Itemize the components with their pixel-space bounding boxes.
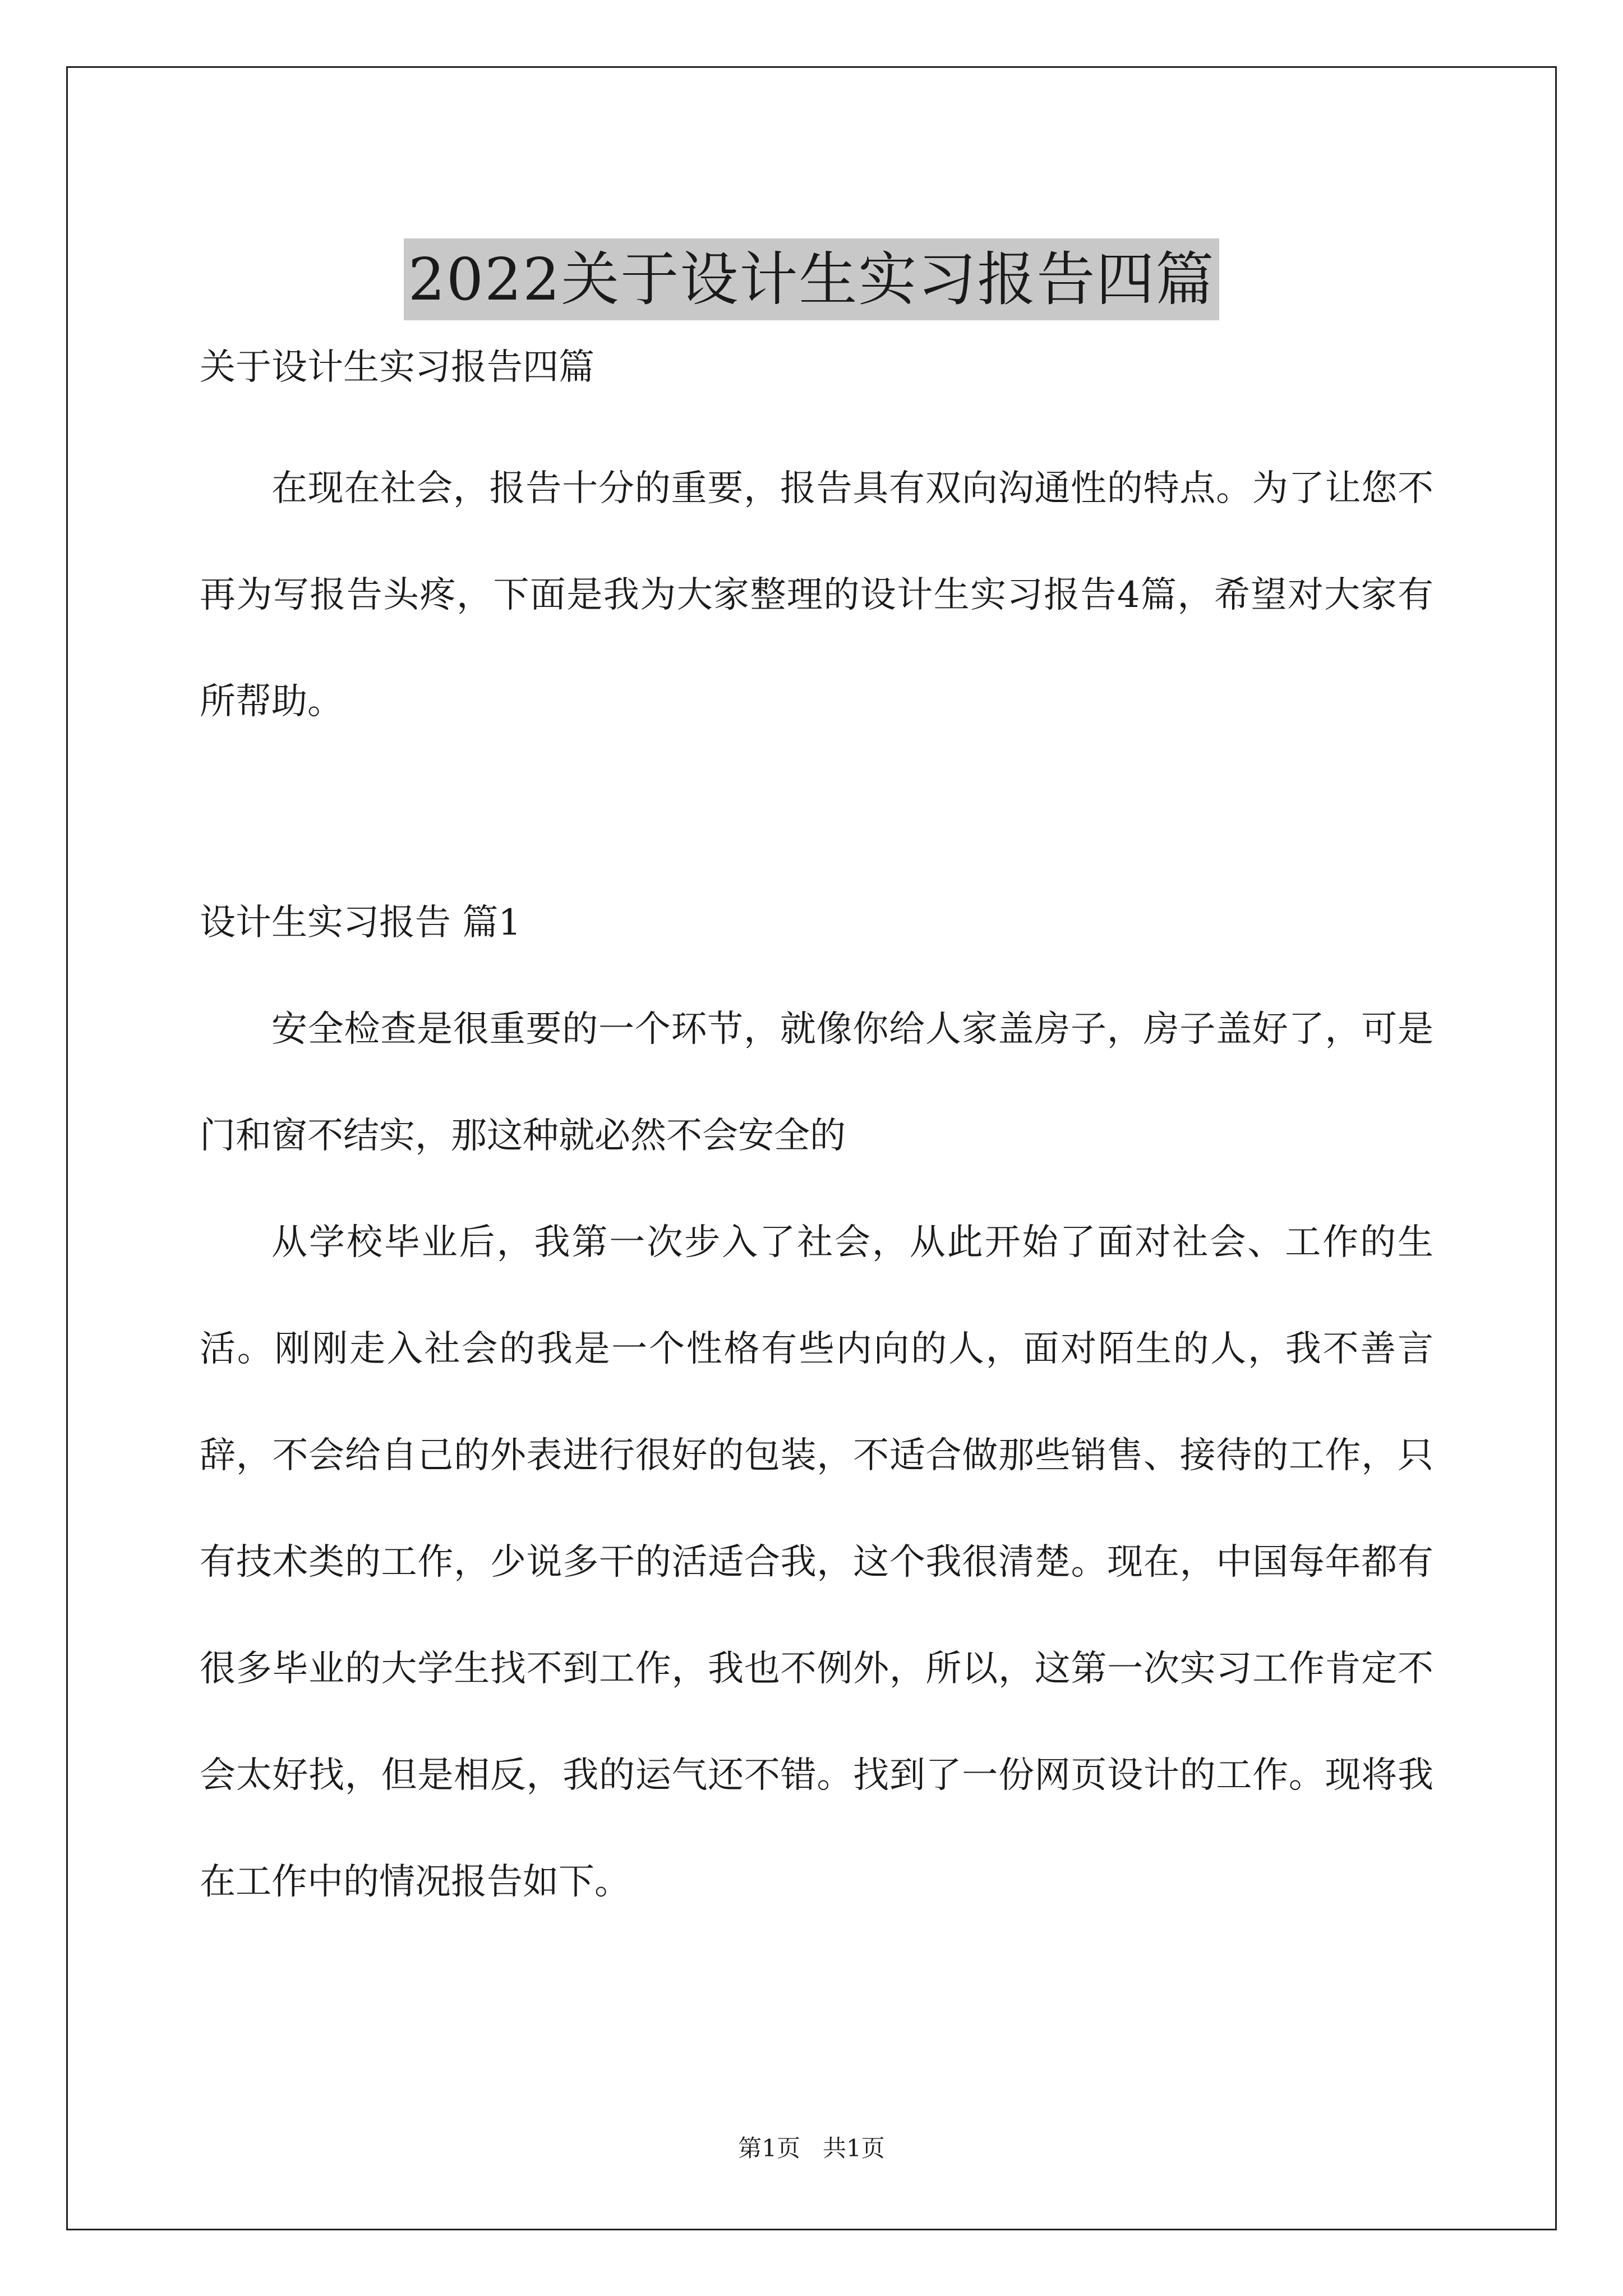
page-footer: 第1页 共1页 (738, 2134, 885, 2162)
body-paragraph-1: 安全检查是很重要的一个环节，就像你给人家盖房子，房子盖好了，可是门和窗不结实，那这种就必然不会安全的 (200, 1009, 1433, 1157)
document-subtitle: 关于设计生实习报告四篇 (200, 347, 594, 388)
section-heading: 设计生实习报告 篇1 (200, 902, 522, 944)
intro-paragraph: 在现在社会，报告十分的重要，报告具有双向沟通性的特点。为了让您不再为写报告头疼，下面是我为大家整理的设计生实习报告4篇，希望对大家有所帮助。 (200, 468, 1433, 723)
body-paragraph-2: 从学校毕业后，我第一次步入了社会，从此开始了面对社会、工作的生活。刚刚走入社会的我是一个性格有些内向的人，面对陌生的人，我不善言辞，不会给自己的外表进行很好的包装，不适合做那些销售、接待的工作，只有技术类的工作，少说多干的活适合我，这个我很清楚。现在，中国每年都有很多毕业的大学生找不到工作，我也不例外，所以，这第一次实习工作肯定不会太好找，但是相反，我的运气还不错。找到了一份网页设计的工作。现将我在工作中的情况报告如下。 (200, 1222, 1433, 1903)
document-title: 2022关于设计生实习报告四篇 (404, 238, 1220, 320)
